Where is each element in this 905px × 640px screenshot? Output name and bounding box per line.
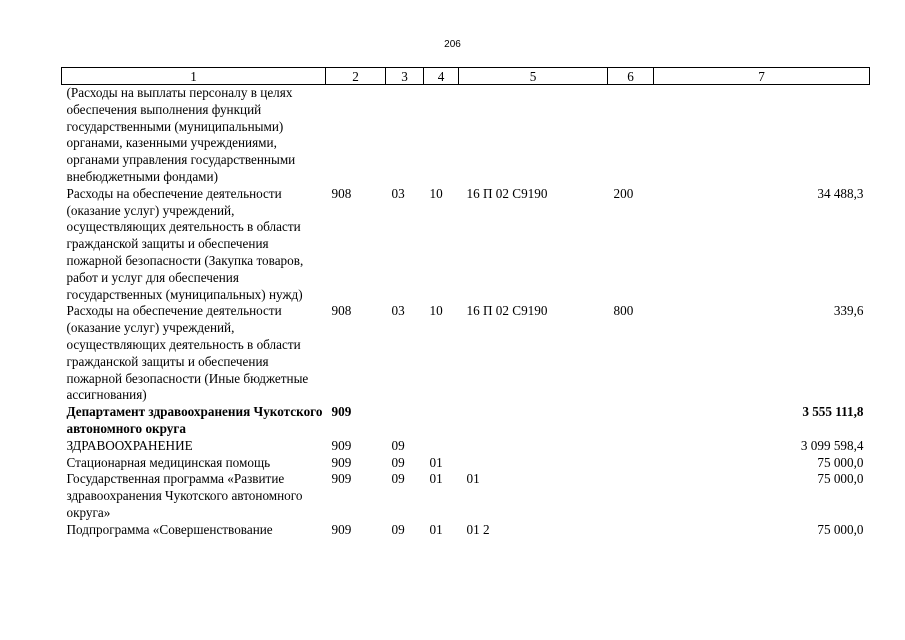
row-expense-type: 200 — [613, 185, 634, 201]
header-col-2: 2 — [326, 68, 386, 85]
row-amount: 3 099 598,4 — [800, 437, 864, 453]
table-row — [62, 186, 870, 304]
row-section-code — [386, 85, 424, 186]
table-row — [62, 438, 870, 455]
row-expense-type — [608, 404, 654, 438]
row-ministry-code: 908 — [331, 303, 352, 319]
row-subsection-code: 10 — [429, 303, 443, 319]
row-subsection-code: 01 — [429, 471, 443, 487]
header-col-3: 3 — [386, 68, 424, 85]
row-ministry-code: 909 — [331, 471, 352, 487]
row-amount: 339,6 — [833, 303, 864, 319]
row-name: (Расходы на выплаты персоналу в целях обеспечения выполнения функций государственными (муниципальными) органами, казенными учреждениями, органами управления государственными внебюджетными фондами) — [66, 85, 296, 184]
row-ministry-code: 908 — [331, 185, 352, 201]
row-amount: 75 000,0 — [817, 521, 864, 537]
table-row — [62, 522, 870, 539]
row-name: Департамент здравоохранения Чукотского автономного округа — [66, 404, 323, 436]
header-col-6: 6 — [608, 68, 654, 85]
row-section-code: 03 — [391, 303, 405, 319]
row-target-article — [459, 438, 608, 455]
row-target-article: 01 2 — [466, 521, 490, 537]
row-subsection-code — [424, 438, 459, 455]
row-section-code: 09 — [391, 437, 405, 453]
row-subsection-code — [424, 85, 459, 186]
row-subsection-code — [424, 404, 459, 438]
row-target-article — [459, 404, 608, 438]
row-ministry-code: 909 — [331, 437, 352, 453]
row-name: Расходы на обеспечение деятельности (оказание услуг) учреждений, осуществляющих деятельность в области гражданской защиты и обеспечения пожарной безопасности (Закупка товаров, работ и услуг для обеспечения государственных (муниципальных) нужд) — [66, 185, 304, 302]
row-section-code — [386, 404, 424, 438]
row-ministry-code — [326, 85, 386, 186]
row-target-article — [459, 85, 608, 186]
row-subsection-code: 01 — [429, 454, 443, 470]
table-row — [62, 303, 870, 404]
row-amount: 75 000,0 — [817, 454, 864, 470]
row-target-article: 01 — [466, 471, 480, 487]
header-row — [62, 68, 870, 85]
row-section-code: 09 — [391, 521, 405, 537]
row-section-code: 03 — [391, 185, 405, 201]
row-section-code: 09 — [391, 454, 405, 470]
row-ministry-code: 909 — [331, 404, 352, 420]
row-subsection-code: 10 — [429, 185, 443, 201]
row-ministry-code: 909 — [331, 454, 352, 470]
header-col-1: 1 — [62, 68, 326, 85]
table-row — [62, 404, 870, 438]
row-expense-type — [608, 438, 654, 455]
row-amount: 34 488,3 — [817, 185, 864, 201]
header-col-4: 4 — [424, 68, 459, 85]
row-name: Подпрограмма «Совершенствование — [66, 521, 273, 537]
table-row — [62, 455, 870, 472]
row-target-article: 16 П 02 С9190 — [466, 303, 548, 319]
row-target-article — [459, 455, 608, 472]
row-section-code: 09 — [391, 471, 405, 487]
row-expense-type — [608, 455, 654, 472]
row-expense-type: 800 — [613, 303, 634, 319]
row-ministry-code: 909 — [331, 521, 352, 537]
header-col-7: 7 — [654, 68, 870, 85]
page-number: 206 — [444, 39, 461, 50]
row-target-article: 16 П 02 С9190 — [466, 185, 548, 201]
row-name: Стационарная медицинская помощь — [66, 454, 271, 470]
row-amount: 75 000,0 — [817, 471, 864, 487]
row-name: Государственная программа «Развитие здравоохранения Чукотского автономного округа» — [66, 471, 303, 520]
budget-table — [61, 67, 870, 539]
row-subsection-code: 01 — [429, 521, 443, 537]
table-row — [62, 471, 870, 521]
table-row — [62, 85, 870, 186]
row-expense-type — [608, 471, 654, 521]
row-amount: 3 555 111,8 — [802, 404, 864, 420]
table-body — [62, 85, 870, 539]
row-expense-type — [608, 522, 654, 539]
row-amount — [654, 85, 870, 186]
row-name: ЗДРАВООХРАНЕНИЕ — [66, 437, 193, 453]
header-col-5: 5 — [459, 68, 608, 85]
row-expense-type — [608, 85, 654, 186]
row-name: Расходы на обеспечение деятельности (оказание услуг) учреждений, осуществляющих деятельность в области гражданской защиты и обеспечения пожарной безопасности (Иные бюджетные ассигнования) — [66, 303, 309, 403]
